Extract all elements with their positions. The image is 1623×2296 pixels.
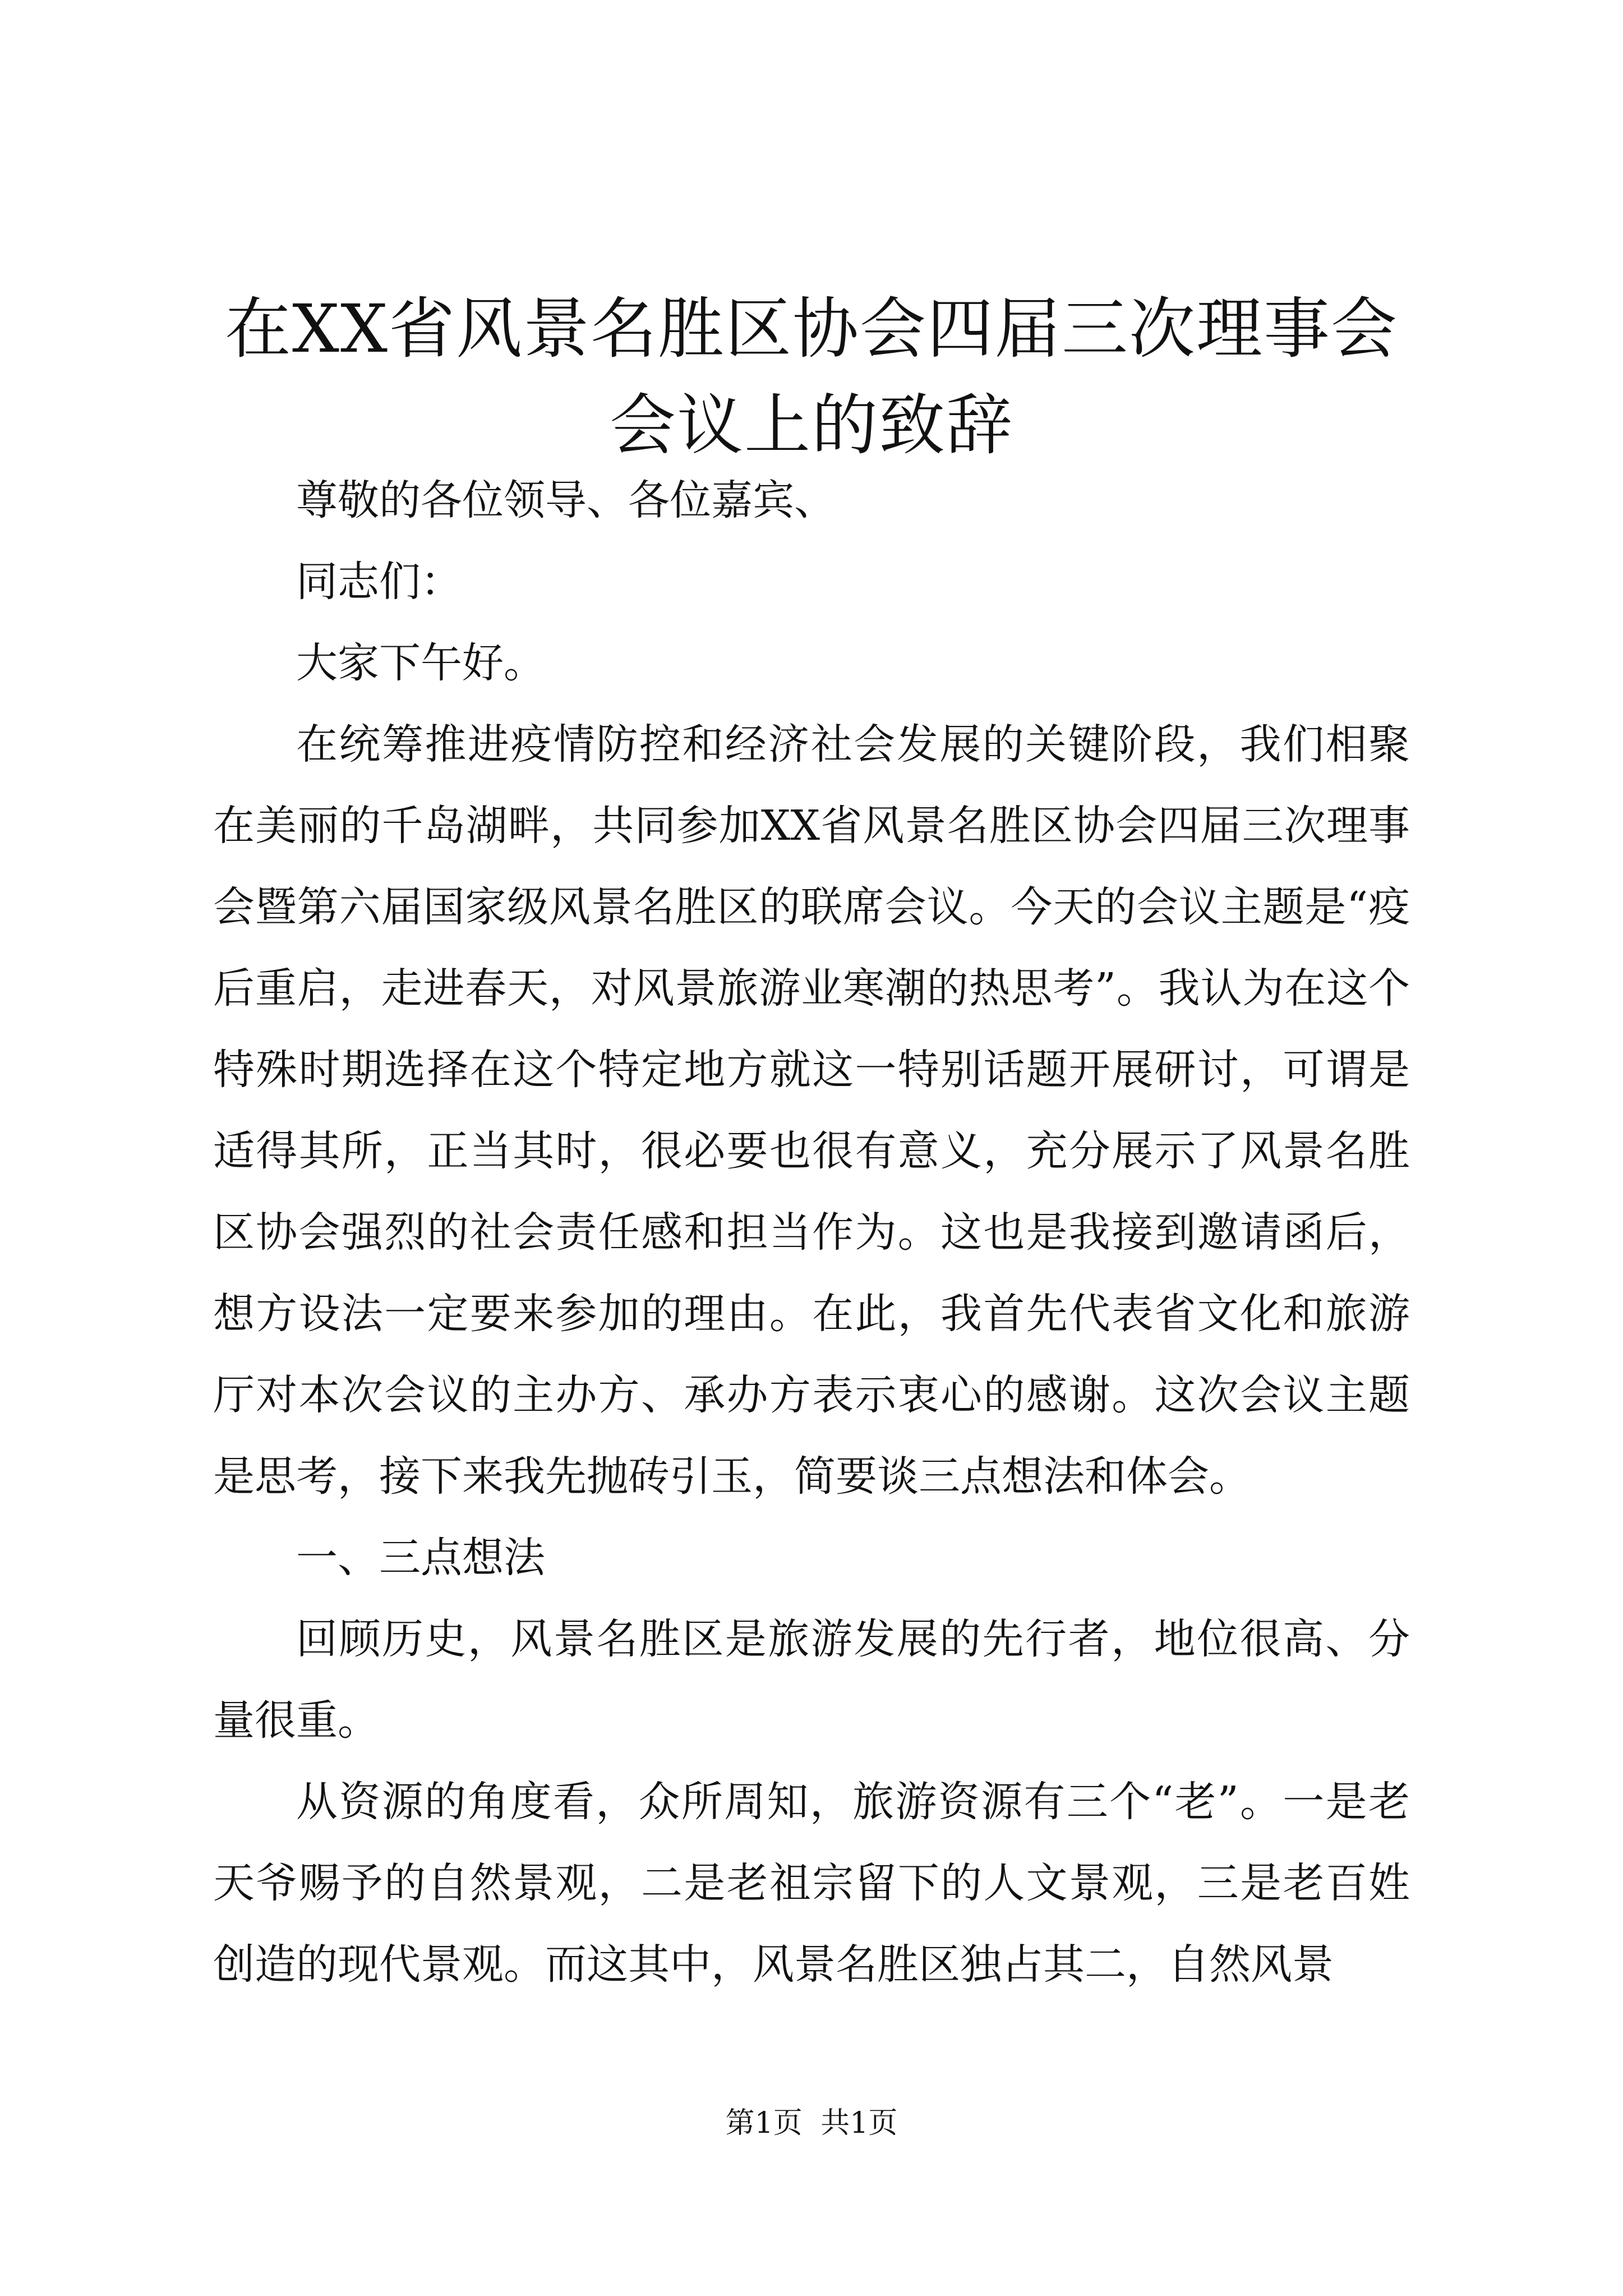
page-footer <box>0 2104 1623 2143</box>
page-total: 共1页 <box>820 2106 898 2140</box>
salutation-paragraph: 同志们： <box>296 558 462 606</box>
document-title: 在XX省风景名胜区协会四届三次理事会会议上的致辞 <box>224 290 1398 464</box>
section-heading: 一、三点想法 <box>296 1534 545 1582</box>
document-body <box>213 460 1410 2005</box>
body-paragraph: 从资源的角度看，众所周知，旅游资源有三个“老”。一是老天爷赐予的自然景观，二是老祖宗留下的人文景观，三是老百姓创造的现代景观。而这其中，风景名胜区独占其二，自然风景 <box>213 1778 1410 1989</box>
salutation-paragraph: 尊敬的各位领导、各位嘉宾、 <box>296 476 836 524</box>
body-paragraph: 回顾历史，风景名胜区是旅游发展的先行者，地位很高、分量很重。 <box>213 1615 1410 1745</box>
greeting-paragraph: 大家下午好。 <box>296 639 545 687</box>
page-number: 第1页 <box>725 2106 803 2140</box>
body-paragraph: 在统筹推进疫情防控和经济社会发展的关键阶段，我们相聚在美丽的千岛湖畔，共同参加XX省风景名胜区协会四届三次理事会暨第六届国家级风景名胜区的联席会议。今天的会议主题是“疫后重启，走进春天，对风景旅游业寒潮的热思考”。我认为在这个特殊时期选择在这个特定地方就这一特别话题开展研讨，可谓是适得其所，正当其时，很必要也很有意义，充分展示了风景名胜区协会强烈的社会责任感和担当作为。这也是我接到邀请函后，想方设法一定要来参加的理由。在此，我首先代表省文化和旅游厅对本次会议的主办方、承办方表示衷心的感谢。这次会议主题是思考，接下来我先抛砖引玉，简要谈三点想法和体会。 <box>213 720 1410 1501</box>
